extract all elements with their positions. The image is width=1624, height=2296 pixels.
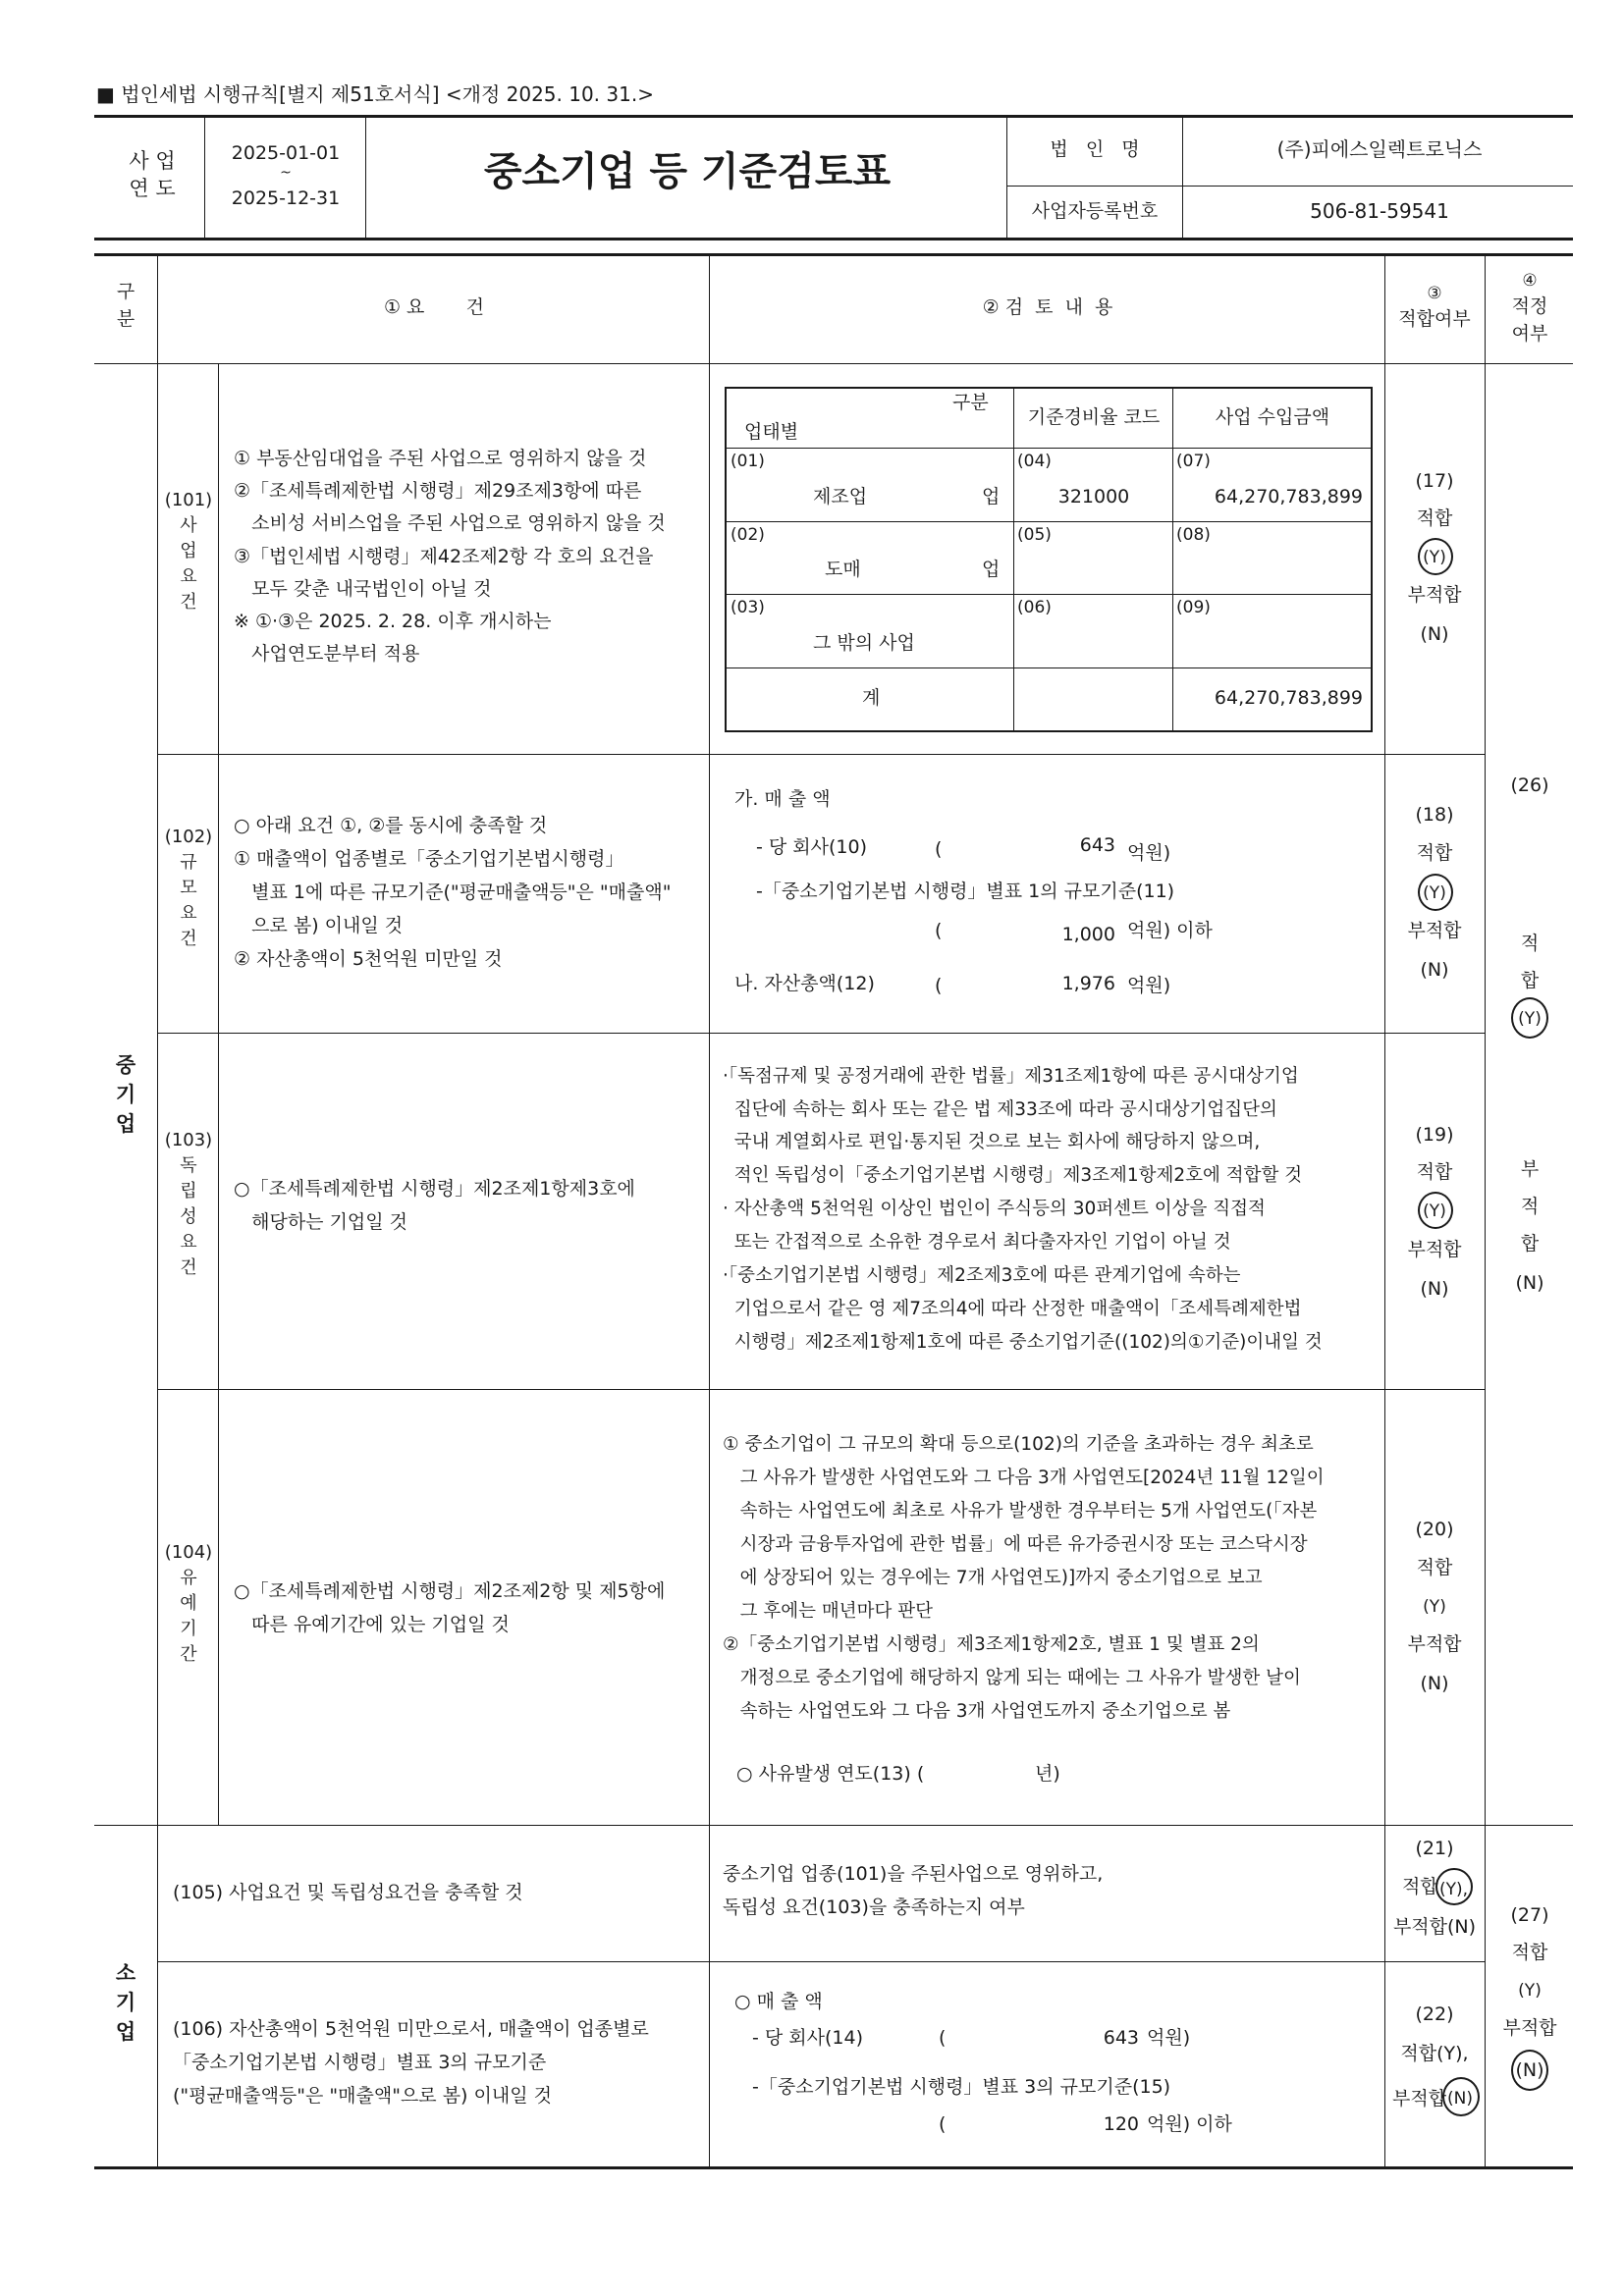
row102-label: (102) 규 모 요 건 bbox=[164, 827, 213, 949]
row104-review-2: 그 사유가 발생한 사업연도와 그 다음 3개 사업연도[2024년 11월 12일이 bbox=[723, 1468, 1325, 1488]
row103-fit-y: (Y) bbox=[1423, 1201, 1446, 1221]
col-header-fit-num: ③ bbox=[1427, 284, 1442, 303]
col4-small-n: (N) bbox=[1515, 2059, 1544, 2081]
row106-std-open: ( bbox=[939, 2113, 947, 2135]
row103-review-8: 기업으로서 같은 영 제7조의4에 따라 산정한 매출액이「조세특례제한법 bbox=[723, 1299, 1302, 1319]
row103-req-1: ○「조세특례제한법 시행령」제2조제1항제3호에 bbox=[234, 1178, 635, 1200]
row106-std-unit: 억원) 이하 bbox=[1147, 2113, 1232, 2135]
row104-fit-yes: 적합 bbox=[1416, 1557, 1453, 1578]
col4-small-y: (Y) bbox=[1518, 1981, 1542, 2001]
row102-fit-y-circle-mark bbox=[1418, 874, 1453, 911]
category-mid-enterprise: 중 기 업 bbox=[115, 1053, 136, 1136]
row105-fit-no: 부적합(N) bbox=[1392, 1916, 1477, 1938]
row105-req: (105) 사업요건 및 독립성요건을 충족할 것 bbox=[173, 1882, 523, 1903]
row102-asset-value: 1,976 bbox=[1061, 973, 1115, 994]
table-row2-name: 도매 bbox=[825, 559, 861, 580]
col-header-category: 구 분 bbox=[116, 281, 135, 330]
table-row2-amount-no: (08) bbox=[1176, 525, 1211, 545]
category-small-enterprise: 소 기 업 bbox=[115, 1961, 136, 2044]
col-header-proper-num: ④ bbox=[1522, 271, 1538, 291]
row103-req-2: 해당하는 기업일 것 bbox=[234, 1211, 408, 1233]
col4-mid-y: (Y) bbox=[1518, 1009, 1542, 1029]
row102-fit-num: (18) bbox=[1415, 804, 1454, 826]
row102-asset-unit: 억원) bbox=[1127, 975, 1171, 996]
row102-fit-no: 부적합 bbox=[1407, 920, 1462, 941]
row104-req-1: ○「조세특례제한법 시행령」제2조제2항 및 제5항에 bbox=[234, 1580, 666, 1602]
row104-fit-n: (N) bbox=[1420, 1673, 1449, 1694]
table-row1-name: 제조업 bbox=[813, 486, 868, 507]
table-row3-amount-no: (09) bbox=[1176, 598, 1211, 617]
row106-req-1: (106) 자산총액이 5천억원 미만으로서, 매출액이 업종별로 bbox=[173, 2018, 649, 2040]
row102-req-1: ○ 아래 요건 ①, ②를 동시에 충족할 것 bbox=[234, 815, 548, 836]
table-bottom-line bbox=[94, 2166, 1573, 2169]
col4-mid-unfit: 부 적 합 bbox=[1520, 1158, 1540, 1255]
col-header-fit: 적합여부 bbox=[1398, 308, 1471, 330]
biz-no-label: 사업자등록번호 bbox=[1031, 200, 1159, 222]
table-header-code: 기준경비율 코드 bbox=[1027, 406, 1161, 428]
row102-asset-open: ( bbox=[935, 975, 943, 996]
table-row1-amount-no: (07) bbox=[1176, 452, 1211, 471]
row106-fit-num: (22) bbox=[1415, 2003, 1454, 2025]
period-end: 2025-12-31 bbox=[231, 187, 341, 209]
row105-fit-yes: 적합 bbox=[1402, 1876, 1438, 1897]
row102-own-open: ( bbox=[935, 838, 943, 860]
row104-review-6: 그 후에는 매년마다 판단 bbox=[723, 1601, 933, 1622]
row105-fit-num: (21) bbox=[1415, 1838, 1454, 1859]
row103-fit-yes: 적합 bbox=[1416, 1161, 1453, 1183]
table-row2-code-no: (05) bbox=[1017, 525, 1052, 545]
row101-label: (101) 사 업 요 건 bbox=[164, 490, 213, 613]
row104-reason-year-unit: 년) bbox=[1035, 1763, 1060, 1785]
row101-fit-num: (17) bbox=[1415, 470, 1454, 492]
row103-fit-no: 부적합 bbox=[1407, 1239, 1462, 1260]
row106-own-unit: 억원) bbox=[1147, 2027, 1191, 2049]
row101-req-2: ②「조세특례제한법 시행령」제29조제3항에 따른 bbox=[234, 480, 642, 502]
table-row1-code-no: (04) bbox=[1017, 452, 1052, 471]
row104-review-4: 시장과 금융투자업에 관한 법률」에 따른 유가증권시장 또는 코스닥시장 bbox=[723, 1534, 1308, 1555]
row104-fit-y: (Y) bbox=[1423, 1597, 1446, 1617]
table-row1-suffix: 업 bbox=[982, 486, 1001, 507]
col4-mid-y-circle-mark bbox=[1511, 997, 1548, 1039]
row102-fit-y: (Y) bbox=[1423, 883, 1446, 903]
header-bottom-line bbox=[94, 238, 1573, 240]
col4-mid-fit: 적 합 bbox=[1520, 933, 1540, 991]
col4-small-fit: 적합 bbox=[1511, 1942, 1548, 1963]
table-row3-name: 그 밖의 사업 bbox=[813, 632, 915, 654]
row103-review-1: ·「독점규제 및 공정거래에 관한 법률」제31조제1항에 따른 공시대상기업 bbox=[723, 1066, 1299, 1087]
form-reference: ■ 법인세법 시행규칙[별지 제51호서식] <개정 2025. 10. 31.> bbox=[96, 82, 654, 106]
row106-fit-n-circle-mark bbox=[1442, 2077, 1480, 2116]
table-row1-no: (01) bbox=[731, 452, 765, 471]
table-row1-code: 321000 bbox=[1057, 486, 1130, 507]
col4-small-unfit: 부적합 bbox=[1502, 2017, 1557, 2039]
row103-review-9: 시행령」제2조제1항제1호에 따른 중소기업기준((102)의①기준)이내일 것 bbox=[723, 1332, 1323, 1353]
row105-review-1: 중소기업 업종(101)을 주된사업으로 영위하고, bbox=[723, 1863, 1104, 1885]
table-header-type: 구분 bbox=[952, 392, 989, 413]
row104-fit-no: 부적합 bbox=[1407, 1633, 1462, 1655]
form-title: 중소기업 등 기준검토표 bbox=[483, 149, 892, 194]
row104-fit-num: (20) bbox=[1415, 1519, 1454, 1540]
row104-review-9: 속하는 사업연도와 그 다음 3개 사업연도까지 중소기업으로 봄 bbox=[723, 1701, 1231, 1722]
row105-fit-y-circle-mark bbox=[1435, 1868, 1473, 1905]
row104-req-2: 따른 유예기간에 있는 기업일 것 bbox=[234, 1614, 510, 1635]
row103-review-7: ·「중소기업기본법 시행령」제2조제3호에 따른 관계기업에 속하는 bbox=[723, 1265, 1241, 1286]
business-type-table bbox=[725, 387, 1373, 732]
row104-review-8: 개정으로 중소기업에 해당하지 않게 되는 때에는 그 사유가 발생한 날이 bbox=[723, 1668, 1301, 1688]
table-row1-amount: 64,270,783,899 bbox=[1214, 486, 1363, 507]
row104-review-5: 에 상장되어 있는 경우에는 7개 사업연도)]까지 중소기업으로 보고 bbox=[723, 1568, 1263, 1588]
row104-label: (104) 유 예 기 간 bbox=[164, 1542, 213, 1665]
row103-review-2: 집단에 속하는 회사 또는 같은 법 제33조에 따라 공시대상기업집단의 bbox=[723, 1099, 1277, 1120]
row101-fit-yes: 적합 bbox=[1416, 507, 1453, 529]
row104-reason-year-label: ○ 사유발생 연도(13) ( bbox=[736, 1763, 925, 1785]
row101-req-3: 소비성 서비스업을 주된 사업으로 영위하지 않을 것 bbox=[234, 512, 666, 534]
row102-req-3: 별표 1에 따른 규모기준("평균매출액등"은 "매출액" bbox=[234, 881, 672, 903]
row101-req-6: ※ ①·③은 2025. 2. 28. 이후 개시하는 bbox=[234, 611, 552, 632]
row103-review-5: · 자산총액 5천억원 이상인 법인이 주식등의 30퍼센트 이상을 직접적 bbox=[723, 1199, 1266, 1219]
col4-small-num: (27) bbox=[1510, 1904, 1549, 1926]
corp-name-label: 법 인 명 bbox=[1050, 138, 1140, 160]
row101-req-4: ③「법인세법 시행령」제42조제2항 각 호의 요건을 bbox=[234, 546, 654, 567]
row101-fit-y: (Y) bbox=[1423, 548, 1446, 567]
row106-fit-no: 부적합 bbox=[1392, 2088, 1447, 2109]
col4-small-n-circle-mark bbox=[1511, 2050, 1548, 2091]
row104-review-3: 속하는 사업연도에 최초로 사유가 발생한 경우부터는 5개 사업연도(「자본 bbox=[723, 1501, 1318, 1522]
row102-sales-title: 가. 매 출 액 bbox=[734, 788, 831, 810]
row101-req-7: 사업연도분부터 적용 bbox=[234, 643, 420, 665]
row103-review-3: 국내 계열회사로 편입·통지된 것으로 보는 회사에 해당하지 않으며, bbox=[723, 1132, 1261, 1152]
table-row2-suffix: 업 bbox=[982, 559, 1001, 580]
row103-review-4: 적인 독립성이「중소기업기본법 시행령」제3조제1항제2호에 적합할 것 bbox=[723, 1165, 1303, 1186]
row106-sales-title: ○ 매 출 액 bbox=[734, 1991, 823, 2012]
row106-std-label: -「중소기업기본법 시행령」별표 3의 규모기준(15) bbox=[752, 2076, 1171, 2098]
row101-req-1: ① 부동산임대업을 주된 사업으로 영위하지 않을 것 bbox=[234, 448, 647, 469]
row102-own-value: 643 bbox=[1079, 834, 1115, 856]
row102-asset-label: 나. 자산총액(12) bbox=[734, 973, 875, 994]
row106-req-3: ("평균매출액등"은 "매출액"으로 봄) 이내일 것 bbox=[173, 2085, 552, 2107]
table-row2-no: (02) bbox=[731, 525, 765, 545]
row102-req-5: ② 자산총액이 5천억원 미만일 것 bbox=[234, 948, 503, 970]
row102-fit-n: (N) bbox=[1420, 959, 1449, 981]
row101-fit-no: 부적합 bbox=[1407, 584, 1462, 606]
table-row3-no: (03) bbox=[731, 598, 765, 617]
row101-req-5: 모두 갖춘 내국법인이 아닐 것 bbox=[234, 578, 492, 600]
row102-req-4: 으로 봄) 이내일 것 bbox=[234, 915, 404, 936]
row102-own-unit: 억원) bbox=[1127, 842, 1171, 864]
row106-own-value: 643 bbox=[1103, 2027, 1139, 2049]
table-header-amount: 사업 수입금액 bbox=[1215, 406, 1330, 428]
row106-fit-yes: 적합(Y), bbox=[1400, 2043, 1469, 2064]
period-start: 2025-01-01 bbox=[231, 142, 341, 164]
row102-std-value: 1,000 bbox=[1061, 924, 1115, 945]
col4-mid-n: (N) bbox=[1515, 1272, 1544, 1294]
row103-fit-y-circle-mark bbox=[1418, 1192, 1453, 1229]
row106-fit-n: (N) bbox=[1447, 2089, 1473, 2109]
col-header-review: ② 검 토 내 용 bbox=[982, 296, 1113, 318]
table-total-label: 계 bbox=[862, 687, 881, 709]
table-row3-code-no: (06) bbox=[1017, 598, 1052, 617]
row102-req-2: ① 매출액이 업종별로「중소기업기본법시행령」 bbox=[234, 848, 624, 870]
biz-no-value: 506-81-59541 bbox=[1310, 199, 1449, 223]
row102-std-label: -「중소기업기본법 시행령」별표 1의 규모기준(11) bbox=[756, 881, 1175, 902]
row102-own-label: - 당 회사(10) bbox=[756, 836, 867, 858]
table-top-line bbox=[94, 253, 1573, 256]
table-header-biz: 업태별 bbox=[744, 421, 799, 443]
row102-std-open: ( bbox=[935, 920, 943, 941]
row105-review-2: 독립성 요건(103)을 충족하는지 여부 bbox=[723, 1896, 1025, 1918]
col4-mid-num: (26) bbox=[1510, 774, 1549, 796]
row105-fit-y: (Y), bbox=[1439, 1880, 1469, 1899]
row103-fit-num: (19) bbox=[1415, 1124, 1454, 1146]
col-header-requirement: ① 요 건 bbox=[383, 296, 485, 318]
col-header-proper: 적정 여부 bbox=[1511, 295, 1548, 345]
row102-fit-yes: 적합 bbox=[1416, 842, 1453, 864]
row106-req-2: 「중소기업기본법 시행령」별표 3의 규모기준 bbox=[173, 2052, 547, 2073]
row101-fit-n: (N) bbox=[1420, 623, 1449, 645]
row102-std-unit: 억원) 이하 bbox=[1127, 920, 1213, 941]
row106-own-open: ( bbox=[939, 2027, 947, 2049]
table-total-amount: 64,270,783,899 bbox=[1214, 687, 1363, 709]
row103-fit-n: (N) bbox=[1420, 1278, 1449, 1300]
row104-review-1: ① 중소기업이 그 규모의 확대 등으로(102)의 기준을 초과하는 경우 최초로 bbox=[723, 1434, 1314, 1455]
row103-review-6: 또는 간접적으로 소유한 경우로서 최다출자자인 기업이 아닐 것 bbox=[723, 1232, 1231, 1253]
row101-fit-y-circle-mark bbox=[1418, 538, 1453, 575]
header-top-line bbox=[94, 115, 1573, 118]
row106-std-value: 120 bbox=[1103, 2113, 1139, 2135]
period-tilde: ~ bbox=[280, 165, 292, 181]
row104-review-7: ②「중소기업기본법 시행령」제3조제1항제2호, 별표 1 및 별표 2의 bbox=[723, 1634, 1260, 1655]
corp-name-value: (주)피에스일렉트로닉스 bbox=[1276, 137, 1483, 161]
row106-own-label: - 당 회사(14) bbox=[752, 2027, 863, 2049]
business-year-label: 사 업 연 도 bbox=[129, 149, 176, 200]
row103-label: (103) 독 립 성 요 건 bbox=[164, 1130, 213, 1278]
